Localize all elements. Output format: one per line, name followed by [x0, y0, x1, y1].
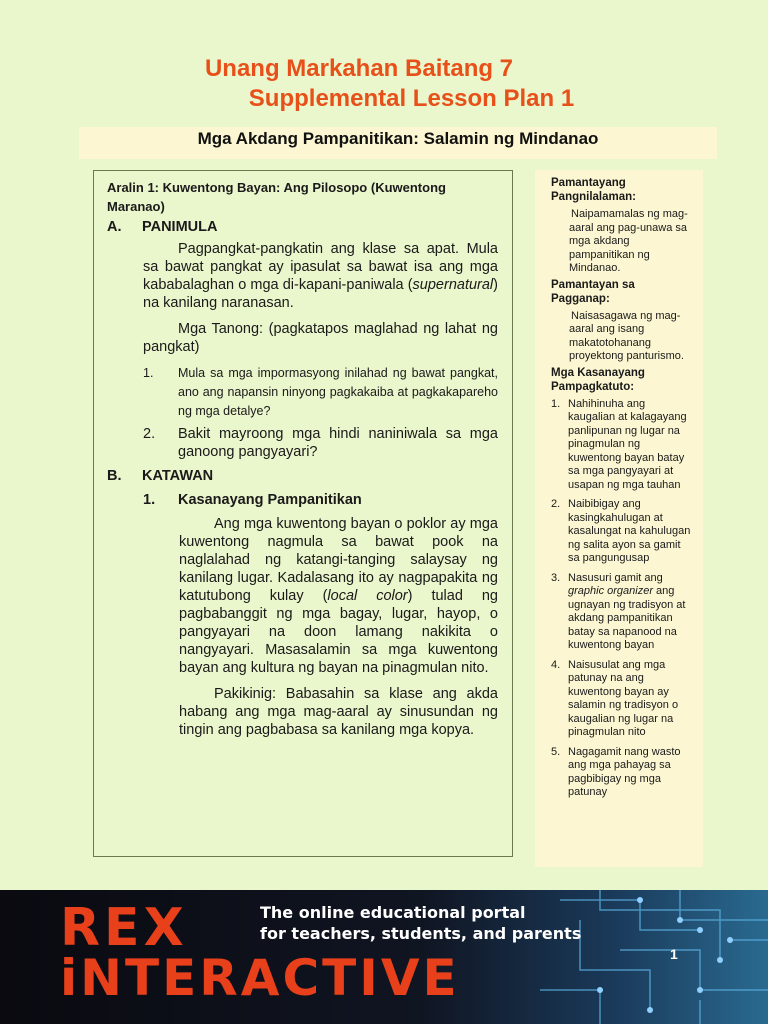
content-standard-heading: Pamantayang Pangnilalaman:	[551, 177, 636, 203]
item-text: Naibibigay ang kasingkahulugan at kasalungat na kahulugan ng salita ayon sa gamit sa pangungusap	[568, 498, 691, 564]
pakikinig-paragraph: Pakikinig: Babasahin sa klase ang akda habang ang mga mag-aaral ay sinusundan ng tingin ang pagbabasa sa kanilang mga kopya.	[179, 686, 498, 738]
document-title: Unang Markahan Baitang 7	[204, 55, 514, 82]
title-block	[0, 54, 768, 114]
unit-title: Mga Akdang Pampanitikan: Salamin ng Mindanao	[79, 127, 717, 159]
subsection-label: Kasanayang Pampanitikan	[178, 492, 362, 508]
standards-sidebar	[535, 170, 703, 867]
list-item	[551, 746, 693, 800]
performance-standard-heading: Pamantayan sa Pagganap:	[551, 278, 635, 305]
content-standard-text: Naipamamalas ng mag-aaral ang pag-unawa sa mga akdang pampanitikan ng Mindanao.	[569, 208, 688, 274]
section-label: PANIMULA	[142, 219, 218, 235]
lesson-content-box	[93, 170, 513, 857]
list-item	[551, 572, 693, 653]
section-label: KATAWAN	[142, 468, 214, 484]
tagline-line2: for teachers, students, and parents	[260, 924, 582, 943]
section-a-heading	[107, 218, 498, 236]
item-number: 1.	[143, 366, 154, 380]
list-item	[551, 659, 693, 740]
item-text: Bakit mayroong mga hindi naniniwala sa mga ganoong pangyayari?	[178, 426, 498, 460]
tagline	[260, 902, 581, 944]
subsection-heading	[143, 491, 498, 509]
item-number: 2.	[143, 426, 156, 442]
item-number: 3.	[551, 571, 561, 584]
item-text: Naisusulat ang mga patunay na ang kuwentong bayan ay salamin ng tradisyon o kaugalian ng lugar na pinagmulan nito	[568, 658, 679, 738]
page-number: 1	[670, 946, 678, 962]
interactive-logo: iNTERACTIVE	[60, 949, 460, 1007]
list-item	[143, 425, 498, 461]
lesson-title: Aralin 1: Kuwentong Bayan: Ang Pilosopo (Kuwentong Maranao)	[107, 180, 446, 214]
question-list	[143, 364, 498, 461]
rex-interactive-banner[interactable]	[0, 890, 768, 1024]
item-text: Nasusuri gamit ang graphic organizer ang ugnayan ng tradisyon at akdang pampanitikan batay sa napanood na kuwentong bayan	[568, 571, 686, 651]
competencies-heading: Mga Kasanayang Pampagkatuto:	[551, 366, 645, 393]
document-subtitle: Supplemental Lesson Plan 1	[248, 85, 575, 112]
performance-standard-text: Naisasagawa ng mag-aaral ang isang makatotohanang proyektong panturismo.	[569, 309, 684, 362]
item-number: 5.	[551, 745, 561, 758]
item-number: 2.	[551, 498, 561, 510]
item-text: Mula sa mga impormasyong inilahad ng bawat pangkat, ano ang napansin ninyong pagkakaiba at pagkakapareho ng mga detalye?	[178, 366, 498, 418]
tagline-line1: The online educational portal	[260, 903, 526, 922]
item-number: 1.	[551, 397, 561, 410]
list-item	[551, 398, 693, 493]
item-number: 4.	[551, 658, 561, 671]
competencies-list	[551, 398, 693, 800]
panimula-text: Pagpangkat-pangkatin ang klase sa apat. Mula sa bawat pangkat ay ipasulat sa bawat isa ang mga kababalaghan o mga di-kapani-paniwala (supernatural) na kanilang naranasan.	[143, 241, 498, 311]
panimula-paragraph	[143, 240, 498, 312]
kasanayan-text: Ang mga kuwentong bayan o poklor ay mga kuwentong nagmula sa bawat pook na naglalahad ng katangi-tanging salaysay ng kanilang lugar. Kadalasang ito ay nagpapakita ng katutubong kulay (local color) tulad ng pagbabanggit ng mga bagay, lugar, hayop, o pangyayari na doon lamang nakikita o nangyayari. Masasalamin sa mga kuwentong bayan ang kultura ng bayan na pinagmulan nito.	[179, 516, 498, 676]
rex-logo: REX	[60, 898, 188, 958]
section-letter: B.	[107, 468, 122, 484]
list-item	[143, 364, 498, 421]
item-text: Nagagamit nang wasto ang mga pahayag sa pagbibigay ng mga patunay	[568, 745, 681, 798]
section-b-heading	[107, 467, 498, 485]
kasanayan-paragraph	[179, 515, 498, 677]
questions-intro: Mga Tanong: (pagkatapos maglahad ng lahat ng pangkat)	[143, 321, 498, 355]
section-letter: A.	[107, 219, 122, 235]
item-text: Nahihinuha ang kaugalian at kalagayang panlipunan ng lugar na pinagmulan ng kuwentong bayan batay sa mga pangyayari at usapan ng mga tauhan	[568, 397, 687, 491]
subsection-number: 1.	[143, 492, 156, 508]
list-item	[551, 498, 693, 566]
